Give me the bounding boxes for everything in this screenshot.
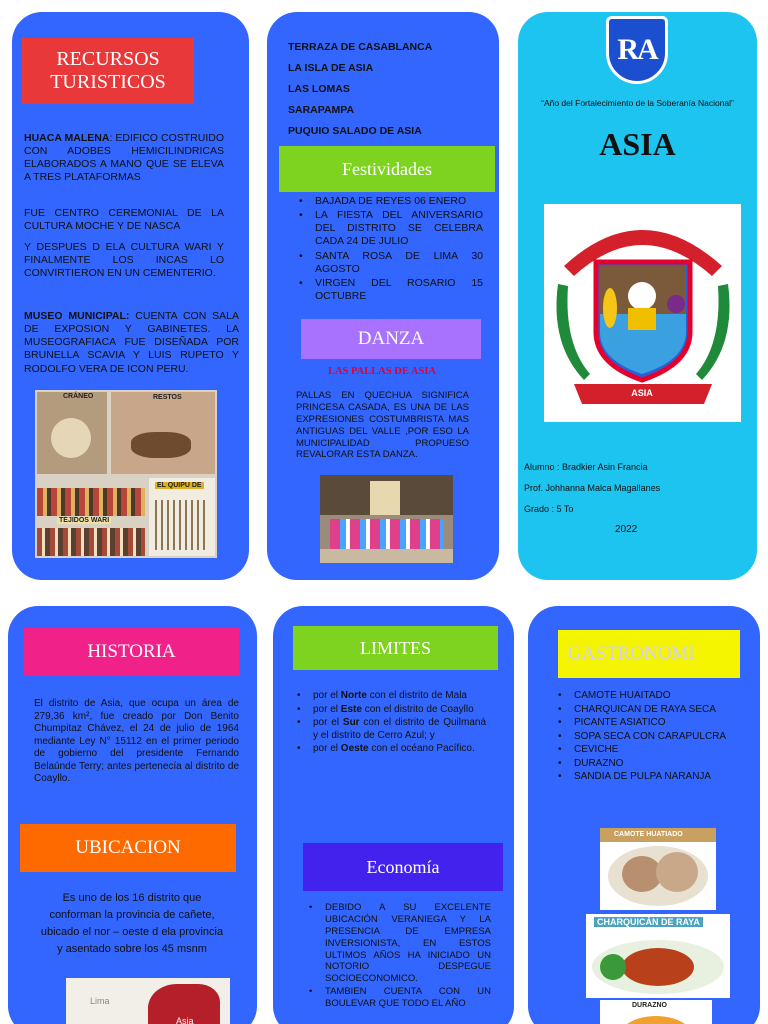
places-list [288, 37, 488, 142]
collage-skull [37, 392, 107, 474]
student-info [524, 457, 749, 520]
food-item: • SANDIA DE PULPA NARANJA [554, 771, 750, 784]
panel-recursos-turisticos [12, 12, 249, 580]
food-item: • CEVICHE [554, 744, 750, 757]
collage-tejido-2 [37, 528, 145, 556]
durazno-photo [600, 1000, 712, 1024]
banner-gastronomia: GASTRONOMI [558, 630, 740, 678]
map-label-lima: Lima [90, 996, 110, 1006]
camote-label: CAMOTE HUATIADO [614, 831, 683, 838]
huaca-malena-label: HUACA MALENA [24, 132, 110, 144]
crest-ribbon-text: ASIA [631, 388, 653, 398]
banner-danza: DANZA [301, 319, 481, 359]
ceremonial-text: FUE CENTRO CEREMONIAL DE LA CULTURA MOCHE Y DE NASCA [24, 207, 224, 233]
prof-line: Prof. Johhanna Malca Magallanes [524, 483, 661, 493]
limite-item-norte: • por el Norte con el distrito de Mala [293, 690, 486, 703]
panel-limites [273, 606, 514, 1024]
collage-label-craneo: CRÁNEO [63, 393, 94, 400]
fest-item: • LA FIESTA DEL ANIVERSARIO DEL DISTRITO SE CELEBRA CADA 24 DE JULIO [295, 209, 483, 248]
location-map [66, 978, 230, 1024]
historia-text: El distrito de Asia, que ocupa un área de 279,36 km², fue creado por Don Benito Chumpitaz Chávez, el 24 de julio de 1964 mediante Ley N° 15112 en el primer periodo de gobierno del presidente Fernando Belaúnde Terry; antes pertenecía al distrito de Coayllo. [34, 698, 239, 784]
banner-historia: HISTORIA [24, 628, 239, 676]
school-logo [606, 16, 668, 84]
banner-economia: Economía [303, 843, 503, 891]
limites-list [293, 690, 486, 757]
map-label-asia: Asia [176, 1016, 194, 1024]
place-item: SARAPAMPA [288, 104, 355, 116]
alumno-line: Alumno : Bradkier Asin Francia [524, 462, 648, 472]
limite-item-sur: • por el Sur con el distrito de Quilmaná y el distrito de Cerro Azul; y [293, 717, 486, 742]
ubicacion-text: Es uno de los 16 distrito que conforman la provincia de cañete, ubicado el nor – oeste d ela provincia y asentado sobre los 45 msnm [40, 892, 224, 956]
collage-restos [111, 392, 215, 474]
durazno-label: DURAZNO [632, 1002, 667, 1009]
huaca-malena-text: HUACA MALENA: EDIFICO COSTRUIDO CON ADOBES HEMICILINDRICAS ELABORADOS A MANO QUE SE ELEVA A TRES PLATAFORMAS [24, 132, 224, 184]
year-text: 2022 [615, 524, 638, 535]
charquican-label-2: SECA [648, 930, 671, 939]
collage-label-tejidos: TEJIDOS WARI [59, 517, 110, 524]
eco-item: • TAMBIEN CUENTA CON UN BOULEVAR QUE TODO EL AÑO [305, 986, 491, 1010]
museo-label: MUSEO MUNICIPAL: [24, 310, 130, 322]
collage-label-quipu: EL QUIPU DE [157, 482, 202, 489]
panel-historia [8, 606, 257, 1024]
danza-title: LAS PALLAS DE ASIA [327, 366, 437, 377]
danza-text: PALLAS EN QUECHUA SIGNIFICA PRINCESA CASADA, ES UNA DE LAS EXPRESIONES COSTUMBRISTA MAS ANTIGUAS DEL VALLE ,POR ESO LA MUNICIPALIDAD PROPUESO REVALORAR ESTA DANZA. [296, 390, 469, 461]
food-item: • PICANTE ASIATICO [554, 717, 750, 730]
banner-ubicacion: UBICACION [20, 824, 236, 872]
gastronomia-list [554, 690, 750, 785]
fest-item: • BAJADA DE REYES 06 ENERO [295, 195, 483, 208]
fest-item: • VIRGEN DEL ROSARIO 15 OCTUBRE [295, 277, 483, 303]
collage-label-restos: RESTOS [153, 394, 182, 401]
wari-text: Y DESPUES D ELA CULTURA WARI Y FINALMENTE LOS INCAS LO CONVIRTIERON EN UN CEMENTERIO. [24, 241, 224, 280]
food-item: • CAMOTE HUAITADO [554, 690, 750, 703]
panel-gastronomia [528, 606, 760, 1024]
banner-limites: LIMITES [293, 626, 498, 670]
grado-line: Grado : 5 To [524, 504, 574, 514]
festividades-list [295, 195, 483, 304]
municipal-crest [544, 204, 741, 422]
food-item: • CHARQUICAN DE RAYA SECA [554, 704, 750, 717]
cover-title: ASIA [599, 126, 676, 162]
charquican-photo [586, 914, 730, 998]
collage-quipu [149, 478, 215, 556]
museo-text: MUSEO MUNICIPAL: CUENTA CON SALA DE EXPOSION Y GABINETES. LA MUSEOGRAFIACA FUE DISEÑADA POR BRUNELLA SCAVIA Y LUIS RUPETO Y RODOLFO VERA DE ICON PERU. [24, 310, 240, 375]
place-item: LA ISLA DE ASIA [288, 62, 374, 74]
limite-item-este: • por el Este con el distrito de Coayllo [293, 704, 486, 717]
pallas-dance-photo [320, 475, 453, 563]
panel-festividades [267, 12, 499, 580]
banner-festividades: Festividades [279, 146, 495, 192]
food-item: • DURAZNO [554, 758, 750, 771]
place-item: PUQUIO SALADO DE ASIA [288, 125, 422, 137]
museum-collage [35, 390, 217, 558]
crest-arc-text: MUNICIPALIDAD DISTRITAL [589, 220, 697, 229]
place-item: TERRAZA DE CASABLANCA [288, 41, 433, 53]
limite-item-oeste: • por el Oeste con el océano Pacífico. [293, 743, 486, 756]
banner-recursos-turisticos: RECURSOS TURISTICOS [22, 38, 194, 104]
economia-list [305, 902, 491, 1011]
camote-photo [600, 828, 716, 910]
place-item: LAS LOMAS [288, 83, 350, 95]
fest-item: • SANTA ROSA DE LIMA 30 AGOSTO [295, 250, 483, 276]
panel-portada [518, 12, 757, 580]
food-item: • SOPA SECA CON CARAPULCRA [554, 731, 750, 744]
charquican-label-1: CHARQUICÁN DE RAYA [594, 917, 703, 927]
motto-text: “Año del Fortalecimiento de la Soberanía Nacional” [541, 98, 734, 108]
collage-tejido-1 [37, 488, 145, 516]
eco-item: • DEBIDO A SU EXCELENTE UBICACIÓN VERANIEGA Y LA PRESENCIA DE EMPRESA INVERSIONISTA, EN ESTOS ULTIMOS AÑOS HA INICIADO UN NOTORIO DESPEGUE SOCIOECONOMICO. [305, 902, 491, 985]
school-logo-letters: RA [617, 33, 657, 66]
